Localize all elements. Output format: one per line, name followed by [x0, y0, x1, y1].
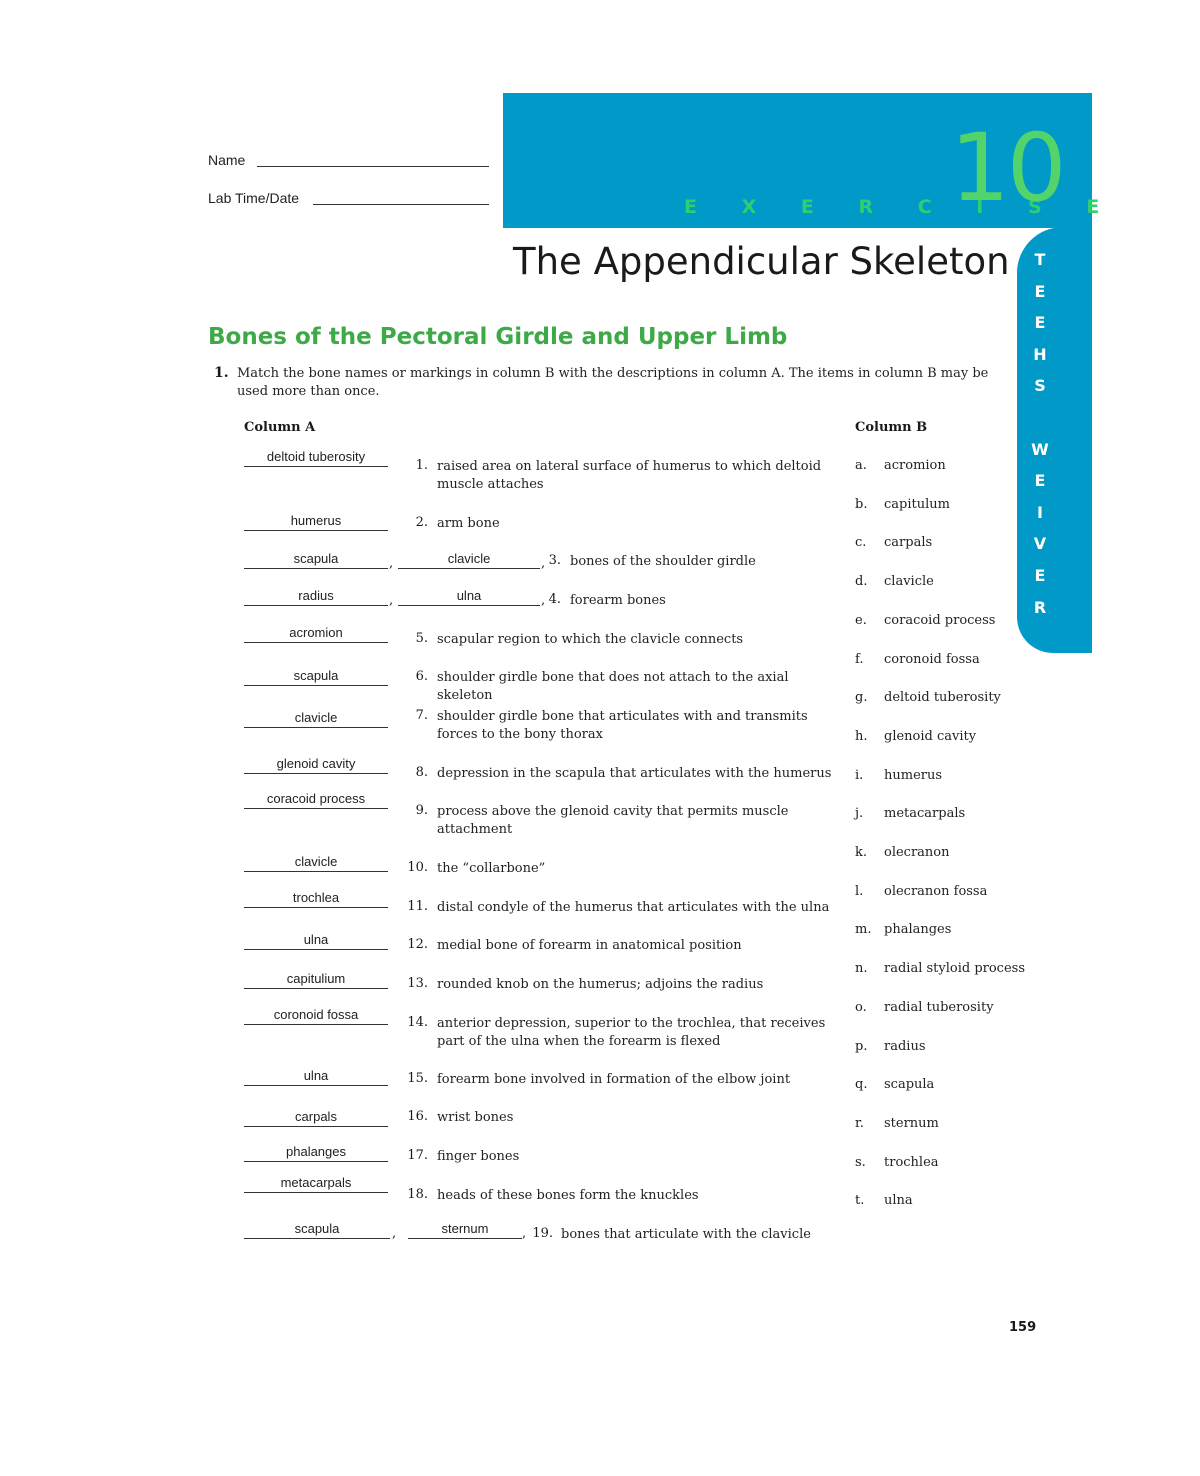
item-number: 9.	[415, 803, 428, 818]
item-number: 7.	[415, 708, 428, 723]
section-heading: Bones of the Pectoral Girdle and Upper Limb	[208, 324, 788, 350]
lab-time-label: Lab Time/Date	[208, 190, 300, 206]
answer-blank[interactable]: acromion	[244, 624, 388, 643]
column-b-term: ulna	[884, 1193, 913, 1209]
item-description: forearm bone involved in formation of the elbow joint	[437, 1072, 791, 1087]
review-sheet-tab	[1017, 227, 1092, 653]
column-b-letter: m.	[855, 922, 872, 938]
column-b-letter: t.	[855, 1193, 865, 1209]
review-sheet-label	[1030, 244, 1050, 623]
column-b-letter: k.	[855, 845, 868, 860]
review-sheet-letter: E	[1034, 281, 1046, 301]
item-number: 6.	[415, 669, 428, 684]
review-sheet-letter: T	[1034, 250, 1046, 269]
column-b-term: radial tuberosity	[884, 999, 994, 1015]
item-number: 10.	[407, 860, 428, 875]
review-sheet-letter: W	[1031, 439, 1049, 459]
item-description: anterior depression, superior to the trochlea, that receives part of the ulna when the forearm is flexed	[437, 1016, 826, 1049]
column-b-term: glenoid cavity	[884, 728, 977, 744]
review-sheet-letter: R	[1033, 597, 1047, 617]
answer-blank[interactable]: clavicle	[244, 709, 388, 728]
item-description: arm bone	[437, 516, 500, 531]
review-sheet-letter: E	[1034, 565, 1046, 585]
answer-blank[interactable]: trochlea	[244, 889, 388, 908]
answer-blank[interactable]: ulna	[244, 931, 388, 950]
name-field[interactable]	[257, 166, 489, 167]
exercise-number: 10	[950, 114, 1064, 223]
column-b-letter: n.	[855, 961, 868, 977]
item-description: scapular region to which the clavicle connects	[437, 632, 744, 647]
item-number: 14.	[407, 1015, 428, 1030]
column-b-letter: g.	[855, 690, 868, 706]
column-b-term: humerus	[884, 767, 943, 783]
answer-blank[interactable]: scapula	[244, 667, 388, 686]
column-b-term: capitulum	[884, 496, 950, 512]
review-sheet-letter: V	[1033, 534, 1047, 554]
item-description: distal condyle of the humerus that articulates with the ulna	[437, 900, 830, 915]
review-sheet-letter	[1030, 402, 1050, 434]
item-description: bones that articulate with the clavicle	[561, 1227, 811, 1242]
exercise-label: E X E R C I S E	[684, 196, 1119, 218]
answer-blank[interactable]: radius	[244, 587, 388, 606]
column-b-term: trochlea	[884, 1154, 939, 1170]
comma: ,	[392, 1226, 397, 1241]
item-description: heads of these bones form the knuckles	[437, 1188, 699, 1203]
item-description: forearm bones	[570, 593, 666, 608]
answer-blank[interactable]: humerus	[244, 512, 388, 531]
item-description: wrist bones	[437, 1110, 514, 1125]
question-number: 1.	[214, 365, 229, 381]
column-b-term: sternum	[884, 1115, 939, 1131]
item-number: 12.	[407, 937, 428, 952]
column-b-letter: b.	[855, 496, 868, 512]
answer-blank[interactable]: glenoid cavity	[244, 755, 388, 774]
answer-blank[interactable]: scapula	[244, 1220, 390, 1239]
item-number: 15.	[407, 1071, 428, 1086]
lab-time-field[interactable]	[313, 204, 489, 205]
column-b-term: clavicle	[884, 574, 934, 590]
answer-blank[interactable]: coronoid fossa	[244, 1006, 388, 1025]
column-b-letter: e.	[855, 612, 867, 628]
column-a-heading: Column A	[244, 420, 316, 435]
column-b-letter: s.	[855, 1154, 866, 1170]
column-b-term: phalanges	[884, 922, 952, 938]
column-b-term: metacarpals	[884, 806, 966, 822]
item-number: 5.	[415, 631, 428, 646]
answer-blank[interactable]: coracoid process	[244, 790, 388, 809]
item-description: medial bone of forearm in anatomical position	[437, 938, 742, 953]
comma: ,	[541, 556, 546, 571]
answer-blank-2[interactable]: ulna	[398, 587, 540, 606]
column-b-term: coronoid fossa	[884, 651, 980, 667]
item-number: 19.	[532, 1226, 553, 1241]
item-number: 1.	[415, 458, 428, 473]
review-sheet-letter: I	[1037, 502, 1043, 522]
column-b-term: acromion	[884, 458, 946, 473]
review-sheet-letter: H	[1033, 344, 1047, 364]
answer-blank-2[interactable]: clavicle	[398, 550, 540, 569]
column-b-letter: h.	[855, 728, 868, 744]
answer-blank[interactable]: clavicle	[244, 853, 388, 872]
item-description: shoulder girdle bone that articulates with and transmits forces to the bony thorax	[437, 709, 808, 742]
comma: ,	[389, 593, 394, 608]
review-sheet-letter: S	[1034, 376, 1046, 396]
item-number: 17.	[407, 1148, 428, 1163]
item-number: 18.	[407, 1187, 428, 1202]
column-b-letter: q.	[855, 1077, 868, 1093]
item-number: 2.	[415, 515, 428, 530]
column-b-heading: Column B	[855, 420, 928, 435]
column-b-term: deltoid tuberosity	[884, 690, 1001, 706]
item-number: 4.	[548, 592, 561, 607]
column-b-term: radial styloid process	[884, 961, 1026, 977]
column-b-letter: r.	[855, 1115, 864, 1131]
item-number: 3.	[548, 553, 561, 568]
comma: ,	[522, 1226, 527, 1241]
column-b-term: radius	[884, 1038, 926, 1054]
answer-blank[interactable]: capitulium	[244, 970, 388, 989]
column-b-term: olecranon	[884, 845, 950, 860]
answer-blank[interactable]: carpals	[244, 1108, 388, 1127]
page-title: The Appendicular Skeleton	[513, 240, 1010, 283]
answer-blank[interactable]: ulna	[244, 1067, 388, 1086]
name-label: Name	[208, 152, 246, 168]
item-description: raised area on lateral surface of humerus to which deltoid muscle attaches	[437, 459, 822, 492]
item-number: 11.	[407, 899, 428, 914]
column-b-letter: f.	[855, 651, 864, 667]
column-b-letter: o.	[855, 999, 867, 1015]
item-number: 13.	[407, 976, 428, 991]
item-description: depression in the scapula that articulates with the humerus	[437, 766, 832, 781]
item-description: rounded knob on the humerus; adjoins the radius	[437, 977, 764, 992]
column-b-letter: c.	[855, 535, 867, 551]
item-description: bones of the shoulder girdle	[570, 554, 756, 569]
answer-blank[interactable]: scapula	[244, 550, 388, 569]
comma: ,	[389, 556, 394, 571]
item-description: process above the glenoid cavity that permits muscle attachment	[437, 804, 789, 837]
item-number: 16.	[407, 1109, 428, 1124]
review-sheet-letter: E	[1034, 313, 1046, 333]
column-b-letter: a.	[855, 458, 867, 473]
column-b-letter: p.	[855, 1038, 868, 1054]
column-b-term: carpals	[884, 535, 933, 551]
item-number: 8.	[415, 765, 428, 780]
answer-blank[interactable]: phalanges	[244, 1143, 388, 1162]
answer-blank[interactable]: deltoid tuberosity	[244, 448, 388, 467]
column-b-term: olecranon fossa	[884, 883, 988, 899]
column-b-term: coracoid process	[884, 612, 996, 628]
column-b-letter: i.	[855, 767, 864, 783]
item-description: shoulder girdle bone that does not attach to the axial skeleton	[437, 670, 789, 703]
column-b-letter: l.	[855, 883, 864, 899]
item-description: the “collarbone”	[437, 861, 546, 876]
page-number: 159	[1009, 1320, 1037, 1335]
review-sheet-letter: E	[1034, 471, 1046, 491]
comma: ,	[541, 593, 546, 608]
column-b-term: scapula	[884, 1077, 935, 1093]
item-description: finger bones	[437, 1149, 520, 1164]
answer-blank[interactable]: metacarpals	[244, 1174, 388, 1193]
question-text: Match the bone names or markings in column B with the descriptions in column A. The items in column B may be used more than once.	[237, 366, 989, 399]
answer-blank-2[interactable]: sternum	[408, 1220, 522, 1239]
column-b-letter: d.	[855, 574, 868, 590]
column-b-letter: j.	[855, 806, 864, 822]
